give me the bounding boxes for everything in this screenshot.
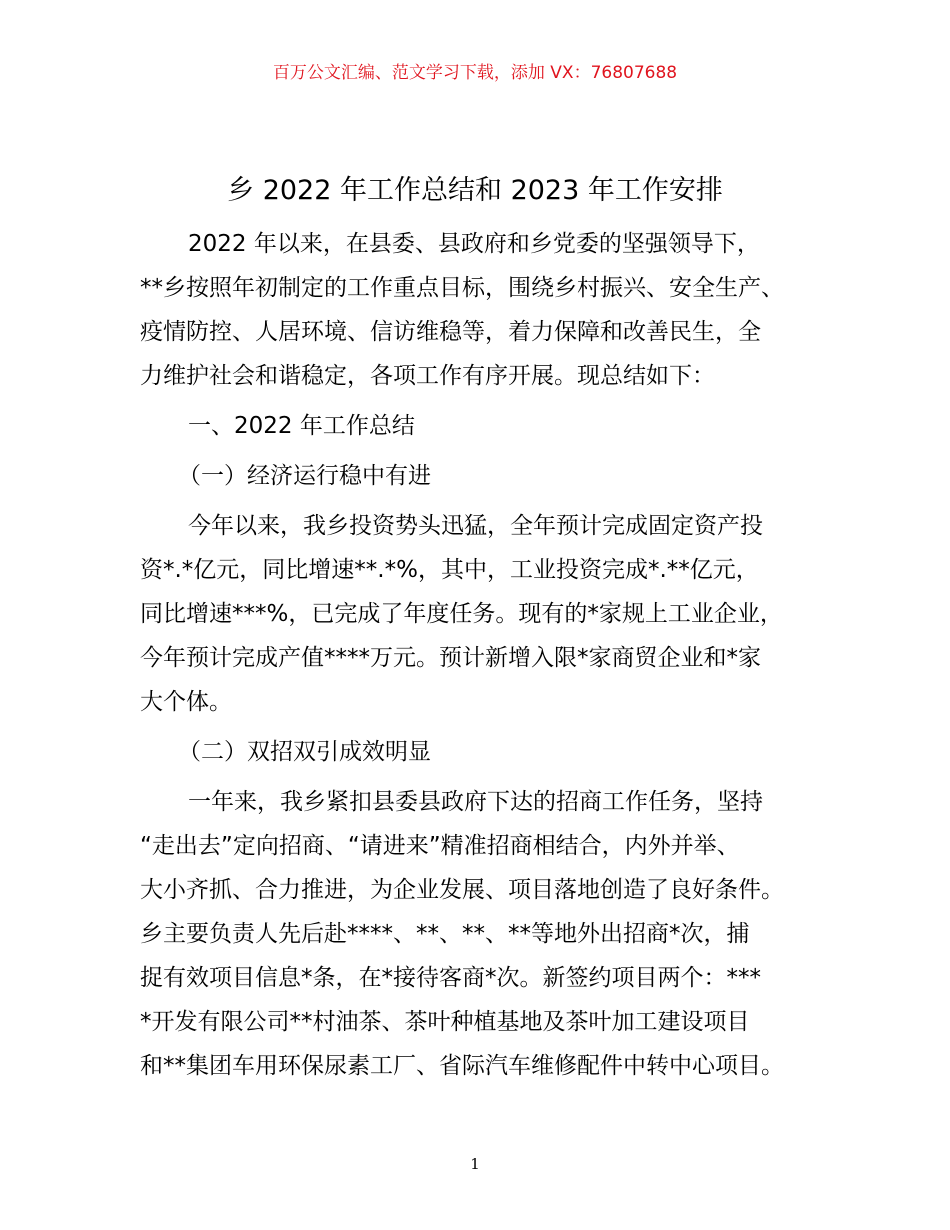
paragraph-line: 今年预计完成产值****万元。预计新增入限*家商贸企业和*家 (140, 645, 761, 671)
subsection-heading-text: （二）双招双引成效明显 (178, 739, 431, 765)
subsection-heading-2 (140, 730, 830, 774)
document-title: 乡 2022 年工作总结和 2023 年工作安排 (227, 175, 723, 206)
paragraph-line: 同比增速***%，已完成了年度任务。现有的*家规上工业企业， (140, 601, 783, 627)
paragraph-line: “走出去”定向招商、“请进来”精准招商相结合，内外并举、 (140, 833, 740, 859)
subsection-heading-text: （一）经济运行稳中有进 (178, 463, 431, 489)
paragraph-line: 捉有效项目信息*条，在*接待客商*次。新签约项目两个：*** (140, 965, 761, 991)
document-body (140, 222, 830, 1088)
paragraph-line: 2022 年以来，在县委、县政府和乡党委的坚强领导下， (188, 231, 760, 257)
paragraph-line: 资*.*亿元，同比增速**.*%，其中，工业投资完成*.**亿元， (140, 557, 759, 583)
paragraph-line: 力维护社会和谐稳定，各项工作有序开展。现总结如下： (140, 363, 715, 389)
paragraph-line: *开发有限公司**村油茶、茶叶种植基地及茶叶加工建设项目 (140, 1009, 750, 1035)
subsection-heading-1 (140, 454, 830, 498)
paragraph-economy (140, 504, 830, 724)
paragraph-line: **乡按照年初制定的工作重点目标，围绕乡村振兴、安全生产、 (140, 275, 784, 301)
header-watermark-note: 百万公文汇编、范文学习下载，添加 VX：76807688 (272, 63, 678, 83)
paragraph-line: 今年以来，我乡投资势头迅猛，全年预计完成固定资产投 (188, 513, 763, 539)
section-heading-text: 一、2022 年工作总结 (188, 413, 415, 439)
paragraph-line: 和**集团车用环保尿素工厂、省际汽车维修配件中转中心项目。 (140, 1053, 784, 1079)
paragraph-line: 大小齐抓、合力推进，为企业发展、项目落地创造了良好条件。 (140, 877, 784, 903)
paragraph-intro (140, 222, 830, 398)
paragraph-line: 乡主要负责人先后赴****、**、**、**等地外出招商*次，捕 (140, 921, 750, 947)
section-heading-1 (140, 404, 830, 448)
paragraph-line: 大个体。 (140, 689, 232, 715)
paragraph-investment (140, 780, 830, 1088)
page-number: 1 (470, 1155, 480, 1173)
paragraph-line: 一年来，我乡紧扣县委县政府下达的招商工作任务，坚持 (188, 789, 763, 815)
paragraph-line: 疫情防控、人居环境、信访维稳等，着力保障和改善民生，全 (140, 319, 761, 345)
